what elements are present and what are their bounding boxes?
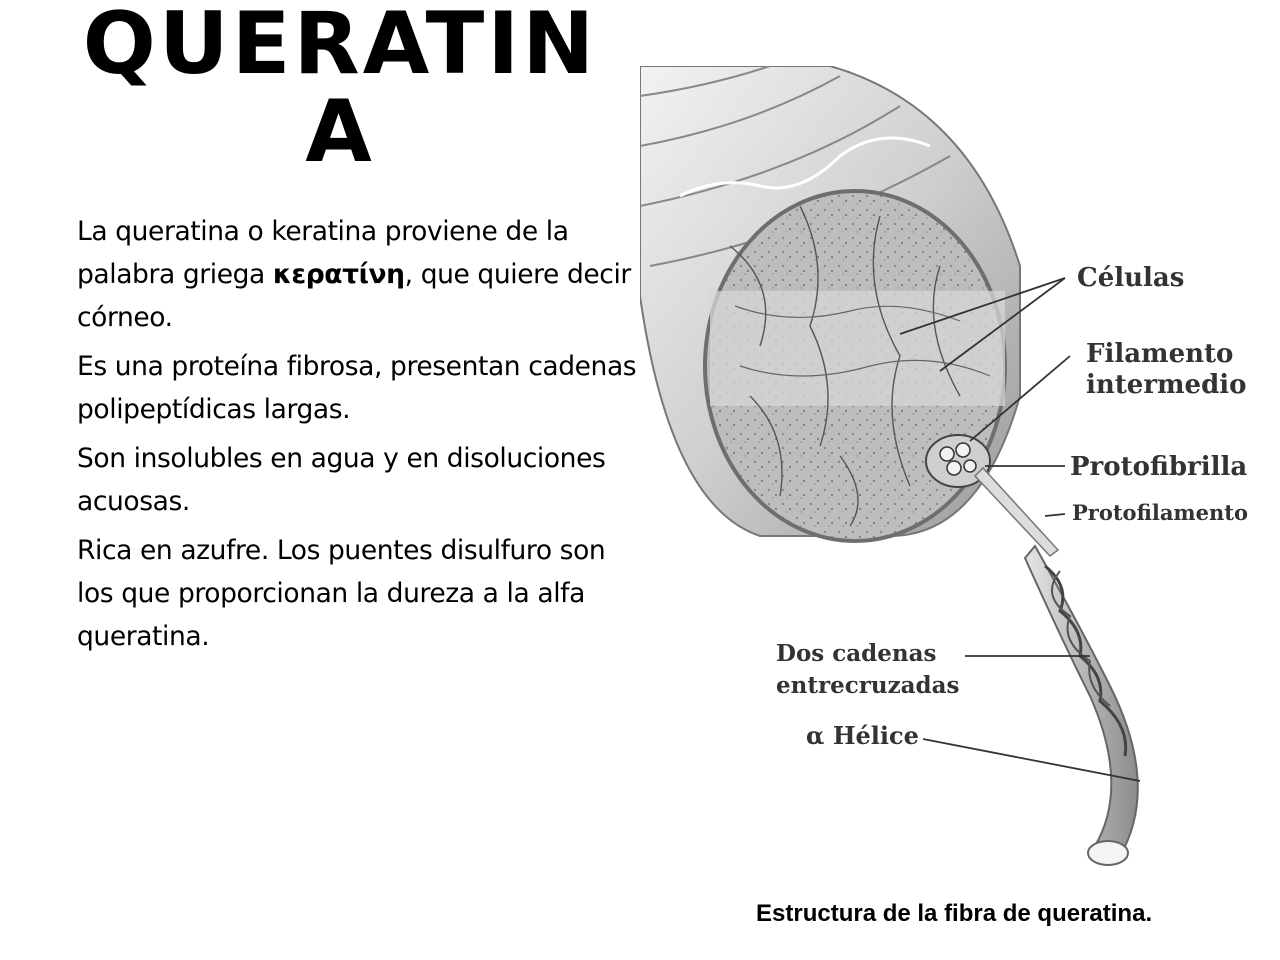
label-intermedio: intermedio bbox=[1086, 370, 1247, 400]
paragraph-protein: Es una proteína fibrosa, presentan cadenas polipeptídicas largas. bbox=[77, 351, 637, 425]
label-alfa-helice: α Hélice bbox=[806, 721, 919, 750]
cross-section bbox=[705, 191, 1005, 541]
slide-title: QUERATINA bbox=[82, 0, 598, 182]
body-text bbox=[77, 210, 647, 664]
label-filamento: Filamento bbox=[1086, 339, 1234, 369]
label-celulas: Células bbox=[1077, 263, 1185, 293]
paragraph-solubility: Son insolubles en agua y en disoluciones acuosas. bbox=[77, 443, 606, 517]
figure-caption: Estructura de la fibra de queratina. bbox=[756, 900, 1153, 927]
paragraph-sulfur: Rica en azufre. Los puentes disulfuro son los que proporcionan la dureza a la alfa queratina. bbox=[77, 535, 606, 652]
fiber-tail bbox=[975, 468, 1138, 865]
keratin-fiber-illustration bbox=[640, 66, 1260, 886]
label-protofibrilla: Protofibrilla bbox=[1070, 452, 1248, 482]
label-dos-cadenas: Dos cadenas bbox=[776, 640, 937, 667]
greek-word: κερατίνη bbox=[272, 259, 405, 290]
paragraph-etymology: La queratina o keratina proviene de la palabra griega κερατίνη, que quiere decir córneo. bbox=[77, 216, 631, 333]
label-entrecruzadas: entrecruzadas bbox=[776, 672, 960, 699]
label-protofilamento: Protofilamento bbox=[1072, 500, 1248, 525]
